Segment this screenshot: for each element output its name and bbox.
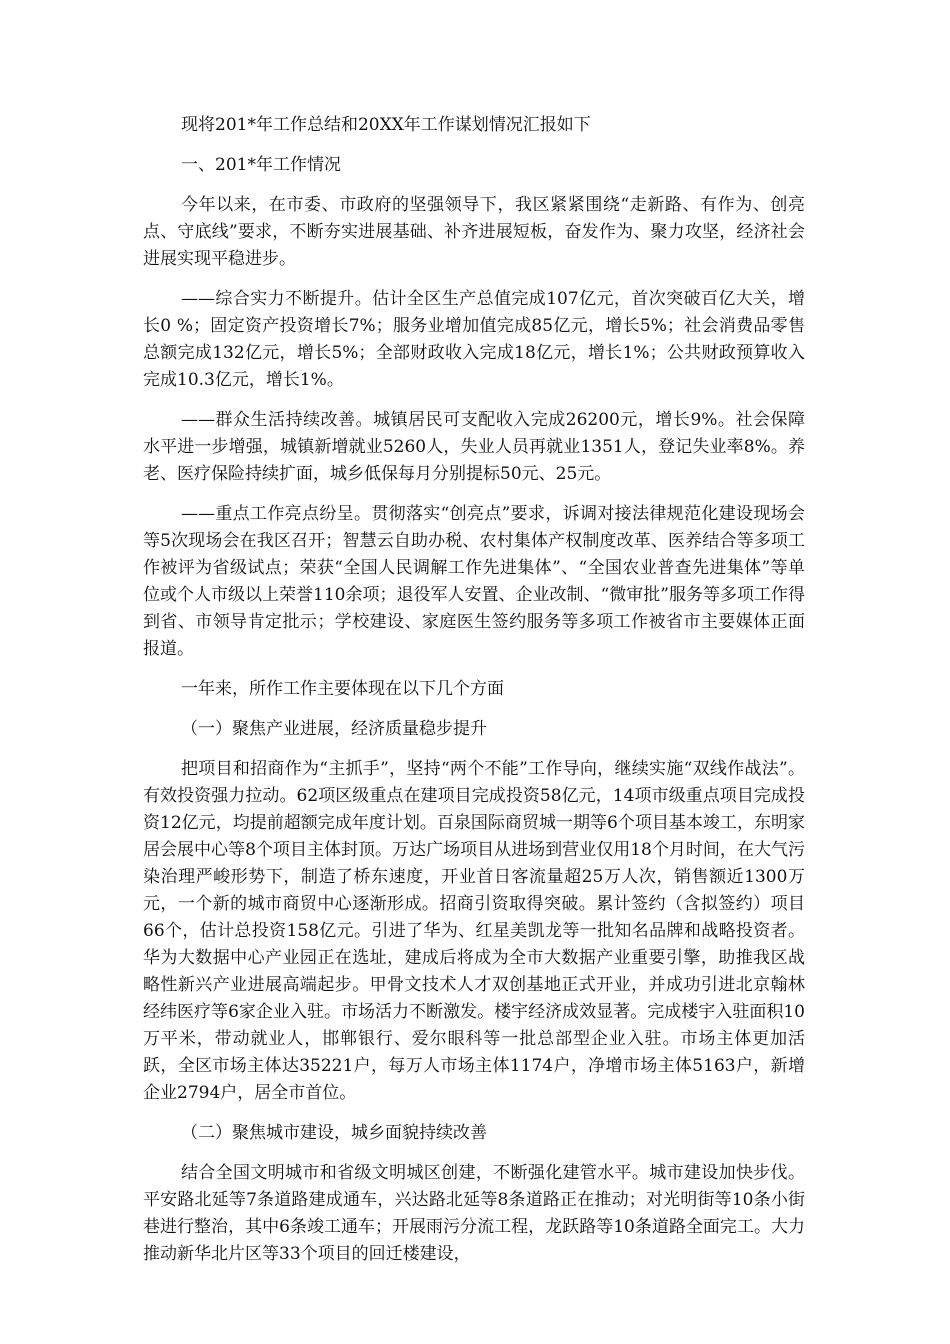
- intro-line: 现将201*年工作总结和20XX年工作谋划情况汇报如下: [181, 115, 591, 135]
- paragraph-livelihood: ——群众生活持续改善。城镇居民可支配收入完成26200元，增长9%。社会保障水平进一步增强，城镇新增就业5260人，失业人员再就业1351人，登记失业率8%。养老、医疗保险持续扩面，城乡低保每月分别提标50元、25元。: [143, 410, 805, 484]
- paragraph-strength: ——综合实力不断提升。估计全区生产总值完成107亿元，首次突破百亿大关，增长0 %；固定资产投资增长7%；服务业增加值完成85亿元，增长5%；社会消费品零售总额完成132亿元，增长5%；全部财政收入完成18亿元，增长1%；公共财政预算收入完成10.3亿元，增长1%。: [143, 289, 805, 390]
- subsection-heading-1: （一）聚焦产业进展，经济质量稳步提升: [181, 719, 487, 739]
- paragraph-urban: 结合全国文明城市和省级文明城区创建，不断强化建管水平。城市建设加快步伐。平安路北延等7条道路建成通车，兴达路北延等8条道路正在推动；对光明街等10条小街巷进行整治，其中6条竣工通车；开展雨污分流工程，龙跃路等10条道路全面完工。大力推动新华北片区等33个项目的回迁楼建设，: [143, 1163, 805, 1264]
- document-body: [143, 112, 805, 1281]
- summary-line: 一年来，所作工作主要体现在以下几个方面: [181, 679, 504, 699]
- subsection-heading-2: （二）聚焦城市建设，城乡面貌持续改善: [181, 1123, 487, 1143]
- paragraph-highlights: ——重点工作亮点纷呈。贯彻落实“创亮点”要求，诉调对接法律规范化建设现场会等5次现场会在我区召开；智慧云自助办税、农村集体产权制度改革、医养结合等多项工作被评为省级试点；荣获“全国人民调解工作先进集体”、“全国农业普查先进集体”等单位或个人市级以上荣誉110余项；退役军人安置、企业改制、“微审批”服务等多项工作得到省、市领导肯定批示；学校建设、家庭医生签约服务等多项工作被省市主要媒体正面报道。: [143, 504, 805, 659]
- paragraph-overview: 今年以来，在市委、市政府的坚强领导下，我区紧紧围绕“走新路、有作为、创亮点、守底线”要求，不断夯实进展基础、补齐进展短板，奋发作为、聚力攻坚，经济社会进展实现平稳进步。: [143, 195, 805, 269]
- paragraph-industry: 把项目和招商作为“主抓手”，坚持“两个不能”工作导向，继续实施“双线作战法”。有效投资强力拉动。62项区级重点在建项目完成投资58亿元，14项市级重点项目完成投资12亿元，均提前超额完成年度计划。百泉国际商贸城一期等6个项目基本竣工，东明家居会展中心等8个项目主体封顶。万达广场项目从进场到营业仅用18个月时间，在大气污染治理严峻形势下，制造了桥东速度，开业首日客流量超25万人次，销售额近1300万元，一个新的城市商贸中心逐渐形成。招商引资取得突破。累计签约（含拟签约）项目66个，估计总投资158亿元。引进了华为、红星美凯龙等一批知名品牌和战略投资者。华为大数据中心产业园正在选址，建成后将成为全市大数据产业重要引擎，助推我区战略性新兴产业进展高端起步。甲骨文技术人才双创基地正式开业，并成功引进北京翰林经纬医疗等6家企业入驻。市场活力不断激发。楼宇经济成效显著。完成楼宇入驻面积10万平米，带动就业人，邯郸银行、爱尔眼科等一批总部型企业入驻。市场主体更加活跃，全区市场主体达35221户，每万人市场主体1174户，净增市场主体5163户，新增企业2794户，居全市首位。: [143, 759, 805, 1103]
- section-heading-1: 一、201*年工作情况: [181, 155, 341, 175]
